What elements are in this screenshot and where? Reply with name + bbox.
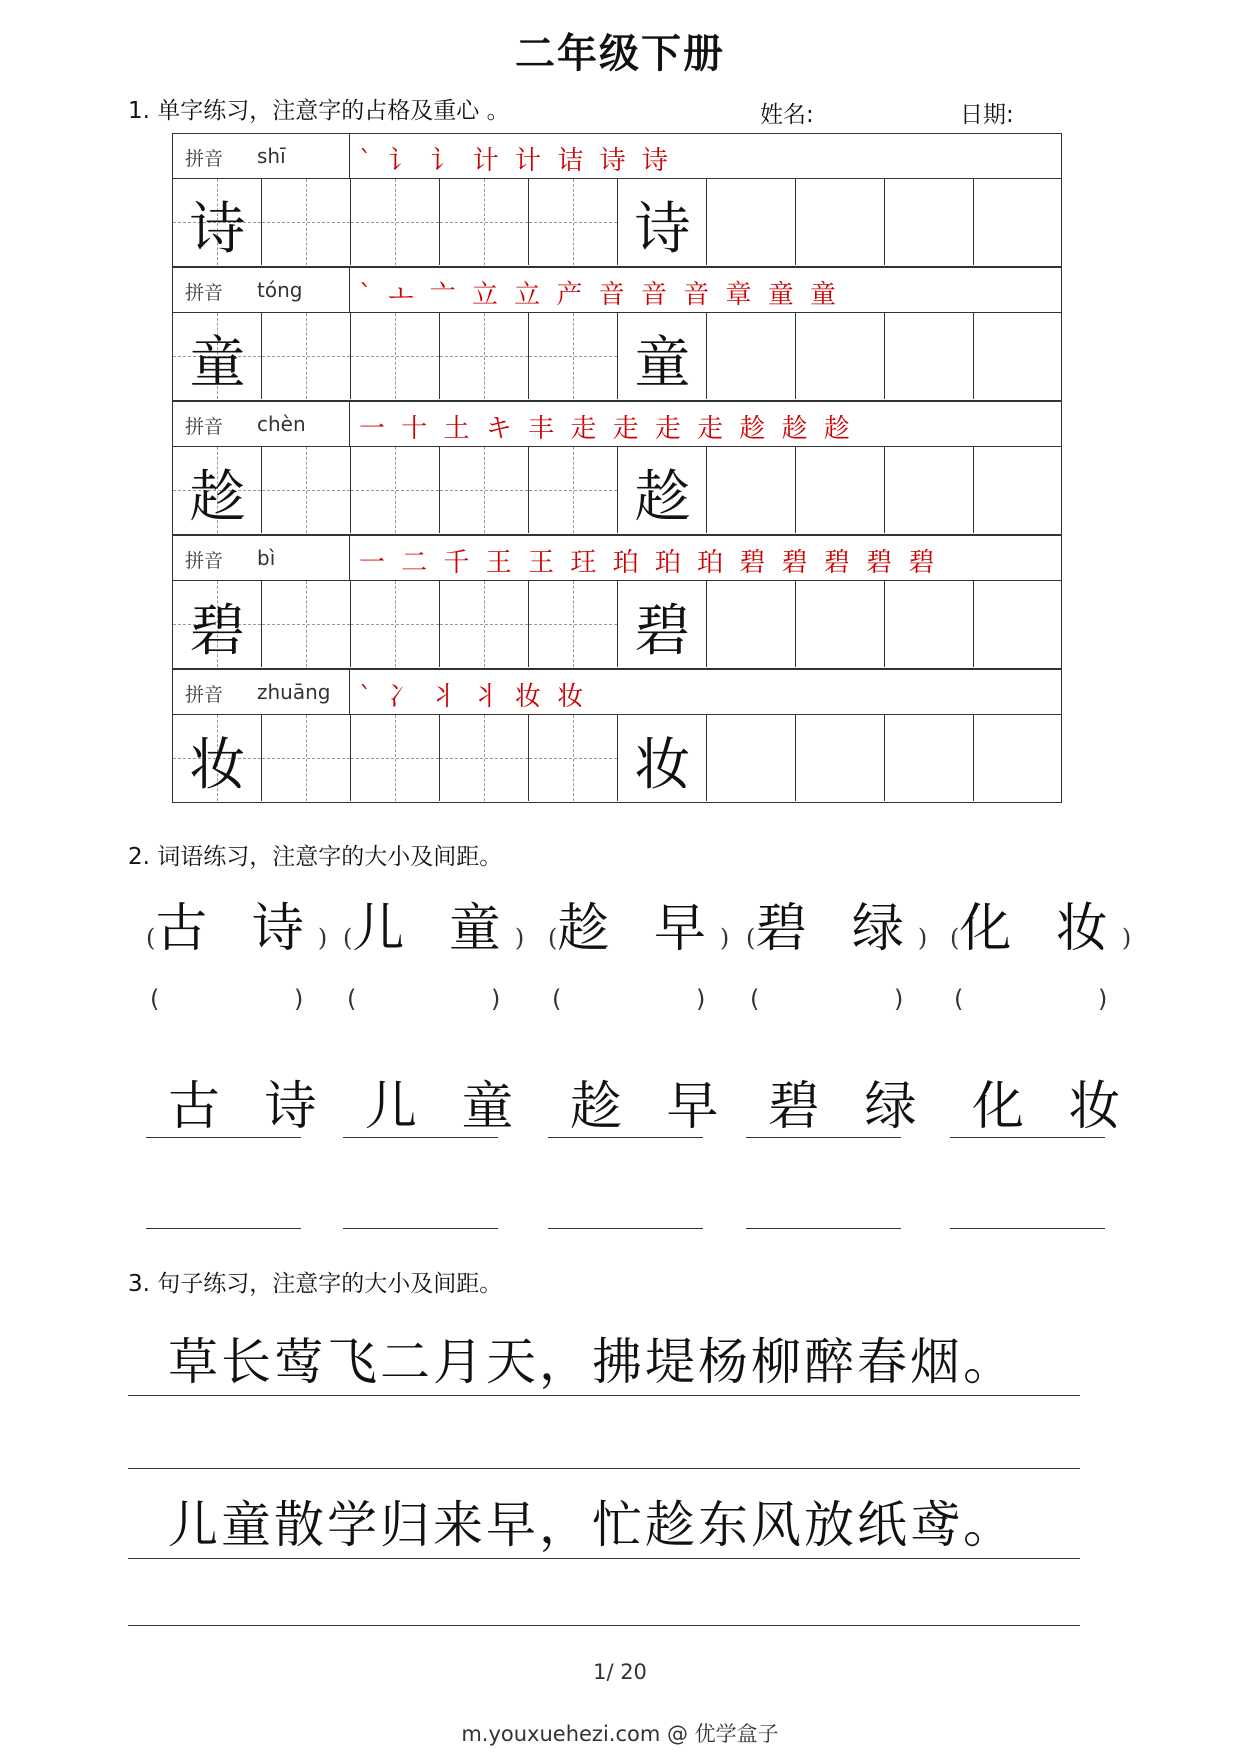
character-row xyxy=(172,580,1062,669)
stroke-order: ` ㅗ 亠 立 立 产 音 音 音 章 童 童 xyxy=(359,280,841,310)
practice-cell[interactable] xyxy=(796,581,885,667)
practice-cell-guided[interactable] xyxy=(351,447,440,533)
sentence-1-blank-line xyxy=(128,1468,1080,1469)
blank-bracket-close: ) xyxy=(1098,985,1108,1013)
cell-guide-horizontal xyxy=(529,758,617,759)
pinyin-text: chèn xyxy=(257,412,306,436)
date-label: 日期: xyxy=(960,102,1014,128)
word-underline xyxy=(548,1137,703,1138)
bracket-close: ) xyxy=(1121,924,1132,952)
practice-cell-guided[interactable] xyxy=(440,715,529,801)
model-character: 诗 xyxy=(634,197,691,262)
pinyin-label: 拼音 xyxy=(185,684,224,706)
practice-cell[interactable] xyxy=(974,581,1063,667)
section2-heading: 2. 词语练习，注意字的大小及间距。 xyxy=(128,844,503,870)
practice-cell[interactable] xyxy=(974,179,1063,265)
practice-cell[interactable] xyxy=(974,313,1063,399)
cell-guide-horizontal xyxy=(351,222,439,223)
bracketed-word xyxy=(146,886,327,961)
practice-cell-guided[interactable] xyxy=(173,581,262,667)
pinyin-label: 拼音 xyxy=(185,550,224,572)
sentence-1: 草长莺飞二月天，拂堤杨柳醉春烟。 xyxy=(168,1333,1016,1391)
cell-guide-horizontal xyxy=(262,624,350,625)
practice-cell[interactable] xyxy=(885,715,974,801)
sentence-2-blank-line xyxy=(128,1625,1080,1626)
stroke-order: ` 讠 讠 计 计 诘 诗 诗 xyxy=(359,146,672,176)
model-character: 趁 xyxy=(634,465,691,530)
practice-cell-guided[interactable] xyxy=(529,313,618,399)
blank-word-line[interactable] xyxy=(746,1228,901,1229)
bracketed-word xyxy=(343,886,524,961)
underlined-word: 儿 童 xyxy=(365,1077,528,1137)
sentence-1-line xyxy=(128,1395,1080,1396)
cell-guide-horizontal xyxy=(440,490,528,491)
cell-guide-horizontal xyxy=(262,222,350,223)
stroke-order: 一 十 土 キ 丰 走 走 走 走 趁 趁 趁 xyxy=(359,414,854,444)
pinyin-row xyxy=(172,267,1062,312)
practice-cell[interactable] xyxy=(707,179,796,265)
word-underline xyxy=(343,1137,498,1138)
practice-cell-guided[interactable] xyxy=(351,715,440,801)
cell-guide-horizontal xyxy=(440,758,528,759)
practice-cell[interactable] xyxy=(618,447,707,533)
word-underline xyxy=(950,1137,1105,1138)
practice-cell-guided[interactable] xyxy=(173,313,262,399)
model-character: 妆 xyxy=(634,733,691,798)
blank-bracket-close: ) xyxy=(491,985,501,1013)
bracketed-word xyxy=(950,886,1131,961)
word-text: 儿 童 xyxy=(352,899,515,959)
practice-cell-guided[interactable] xyxy=(262,447,351,533)
practice-cell-guided[interactable] xyxy=(173,179,262,265)
pinyin-divider xyxy=(349,536,350,580)
blank-bracket-open: ( xyxy=(954,985,964,1013)
underlined-word: 碧 绿 xyxy=(768,1077,931,1137)
practice-cell[interactable] xyxy=(707,447,796,533)
practice-cell[interactable] xyxy=(618,313,707,399)
bracket-open: ( xyxy=(950,924,960,952)
practice-cell-guided[interactable] xyxy=(529,447,618,533)
practice-cell[interactable] xyxy=(885,179,974,265)
model-character: 碧 xyxy=(189,599,246,664)
practice-cell-guided[interactable] xyxy=(351,179,440,265)
bracketed-word xyxy=(746,886,927,961)
word-text: 趁 早 xyxy=(557,899,720,959)
word-text: 碧 绿 xyxy=(755,899,918,959)
bracket-close: ) xyxy=(719,924,730,952)
practice-cell[interactable] xyxy=(618,581,707,667)
cell-guide-horizontal xyxy=(351,758,439,759)
practice-cell-guided[interactable] xyxy=(262,715,351,801)
practice-cell-guided[interactable] xyxy=(351,581,440,667)
blank-bracket-open: ( xyxy=(150,985,160,1013)
bracket-open: ( xyxy=(548,924,558,952)
character-practice-grid xyxy=(172,133,1062,806)
pinyin-row xyxy=(172,669,1062,714)
blank-word-line[interactable] xyxy=(146,1228,301,1229)
word-underline xyxy=(746,1137,901,1138)
cell-guide-horizontal xyxy=(351,490,439,491)
sentence-2-line xyxy=(128,1558,1080,1559)
footer-site: m.youxuehezi.com @ 优学盒子 xyxy=(461,1722,779,1746)
blank-word-line[interactable] xyxy=(950,1228,1105,1229)
name-label: 姓名: xyxy=(760,102,814,128)
practice-cell-guided[interactable] xyxy=(351,313,440,399)
cell-guide-horizontal xyxy=(351,624,439,625)
pinyin-label: 拼音 xyxy=(185,148,224,170)
practice-cell-guided[interactable] xyxy=(440,447,529,533)
pinyin-divider xyxy=(349,134,350,178)
practice-cell[interactable] xyxy=(707,581,796,667)
pinyin-divider xyxy=(349,402,350,446)
practice-cell[interactable] xyxy=(707,715,796,801)
pinyin-divider xyxy=(349,268,350,312)
word-underline xyxy=(146,1137,301,1138)
bracket-close: ) xyxy=(317,924,328,952)
pinyin-text: bì xyxy=(257,546,276,570)
cell-guide-horizontal xyxy=(529,624,617,625)
character-row xyxy=(172,446,1062,535)
model-character: 趁 xyxy=(189,465,246,530)
model-character: 碧 xyxy=(634,599,691,664)
blank-word-line[interactable] xyxy=(548,1228,703,1229)
blank-bracket-open: ( xyxy=(552,985,562,1013)
practice-cell-guided[interactable] xyxy=(262,179,351,265)
underlined-word: 化 妆 xyxy=(972,1077,1135,1137)
practice-cell-guided[interactable] xyxy=(440,179,529,265)
practice-cell[interactable] xyxy=(707,313,796,399)
cell-guide-horizontal xyxy=(262,758,350,759)
practice-cell-guided[interactable] xyxy=(440,313,529,399)
underlined-word: 趁 早 xyxy=(570,1077,733,1137)
cell-guide-horizontal xyxy=(262,356,350,357)
practice-cell[interactable] xyxy=(796,313,885,399)
word-text: 古 诗 xyxy=(155,899,318,959)
section1-heading: 1. 单字练习，注意字的占格及重心 。 xyxy=(128,98,510,124)
pinyin-text: tóng xyxy=(257,278,303,302)
character-row xyxy=(172,178,1062,267)
blank-bracket-open: ( xyxy=(750,985,760,1013)
practice-cell-guided[interactable] xyxy=(173,715,262,801)
pinyin-row xyxy=(172,133,1062,178)
bracket-close: ) xyxy=(917,924,928,952)
practice-cell-guided[interactable] xyxy=(529,179,618,265)
pinyin-label: 拼音 xyxy=(185,416,224,438)
model-character: 童 xyxy=(634,331,691,396)
practice-cell-guided[interactable] xyxy=(529,581,618,667)
practice-cell[interactable] xyxy=(974,715,1063,801)
blank-bracket-close: ) xyxy=(894,985,904,1013)
cell-guide-horizontal xyxy=(440,356,528,357)
bracket-close: ) xyxy=(514,924,525,952)
underlined-word: 古 诗 xyxy=(168,1077,331,1137)
blank-word-line[interactable] xyxy=(343,1228,498,1229)
stroke-order: 一 二 千 王 王 玨 珀 珀 珀 碧 碧 碧 碧 碧 xyxy=(359,548,939,578)
cell-guide-horizontal xyxy=(529,356,617,357)
cell-guide-horizontal xyxy=(351,356,439,357)
character-row xyxy=(172,312,1062,401)
pinyin-row xyxy=(172,401,1062,446)
practice-cell-guided[interactable] xyxy=(440,581,529,667)
bracket-open: ( xyxy=(746,924,756,952)
word-text: 化 妆 xyxy=(959,899,1122,959)
model-character: 童 xyxy=(189,331,246,396)
practice-cell[interactable] xyxy=(974,447,1063,533)
blank-bracket-close: ) xyxy=(294,985,304,1013)
pinyin-divider xyxy=(349,670,350,714)
practice-cell[interactable] xyxy=(885,581,974,667)
cell-guide-horizontal xyxy=(529,222,617,223)
pinyin-row xyxy=(172,535,1062,580)
practice-cell-guided[interactable] xyxy=(529,715,618,801)
bracket-open: ( xyxy=(146,924,156,952)
practice-cell-guided[interactable] xyxy=(173,447,262,533)
practice-cell[interactable] xyxy=(796,715,885,801)
practice-cell[interactable] xyxy=(618,179,707,265)
blank-bracket-open: ( xyxy=(347,985,357,1013)
practice-cell[interactable] xyxy=(796,447,885,533)
pinyin-label: 拼音 xyxy=(185,282,224,304)
cell-guide-horizontal xyxy=(440,222,528,223)
bracketed-word xyxy=(548,886,729,961)
bracket-open: ( xyxy=(343,924,353,952)
cell-guide-horizontal xyxy=(440,624,528,625)
character-row xyxy=(172,714,1062,803)
model-character: 诗 xyxy=(189,197,246,262)
pinyin-text: zhuāng xyxy=(257,680,331,704)
model-character: 妆 xyxy=(189,733,246,798)
practice-cell[interactable] xyxy=(885,313,974,399)
practice-cell[interactable] xyxy=(885,447,974,533)
pinyin-text: shī xyxy=(257,144,286,168)
sentence-2: 儿童散学归来早，忙趁东风放纸鸢。 xyxy=(168,1496,1016,1554)
page-title: 二年级下册 xyxy=(515,31,725,77)
cell-guide-horizontal xyxy=(529,490,617,491)
practice-cell-guided[interactable] xyxy=(262,313,351,399)
practice-cell[interactable] xyxy=(796,179,885,265)
cell-guide-horizontal xyxy=(262,490,350,491)
stroke-order: ` 冫 丬 丬 妆 妆 xyxy=(359,682,588,712)
practice-cell[interactable] xyxy=(618,715,707,801)
practice-cell-guided[interactable] xyxy=(262,581,351,667)
blank-bracket-close: ) xyxy=(696,985,706,1013)
page-number: 1/ 20 xyxy=(593,1660,647,1684)
section3-heading: 3. 句子练习，注意字的大小及间距。 xyxy=(128,1271,503,1297)
